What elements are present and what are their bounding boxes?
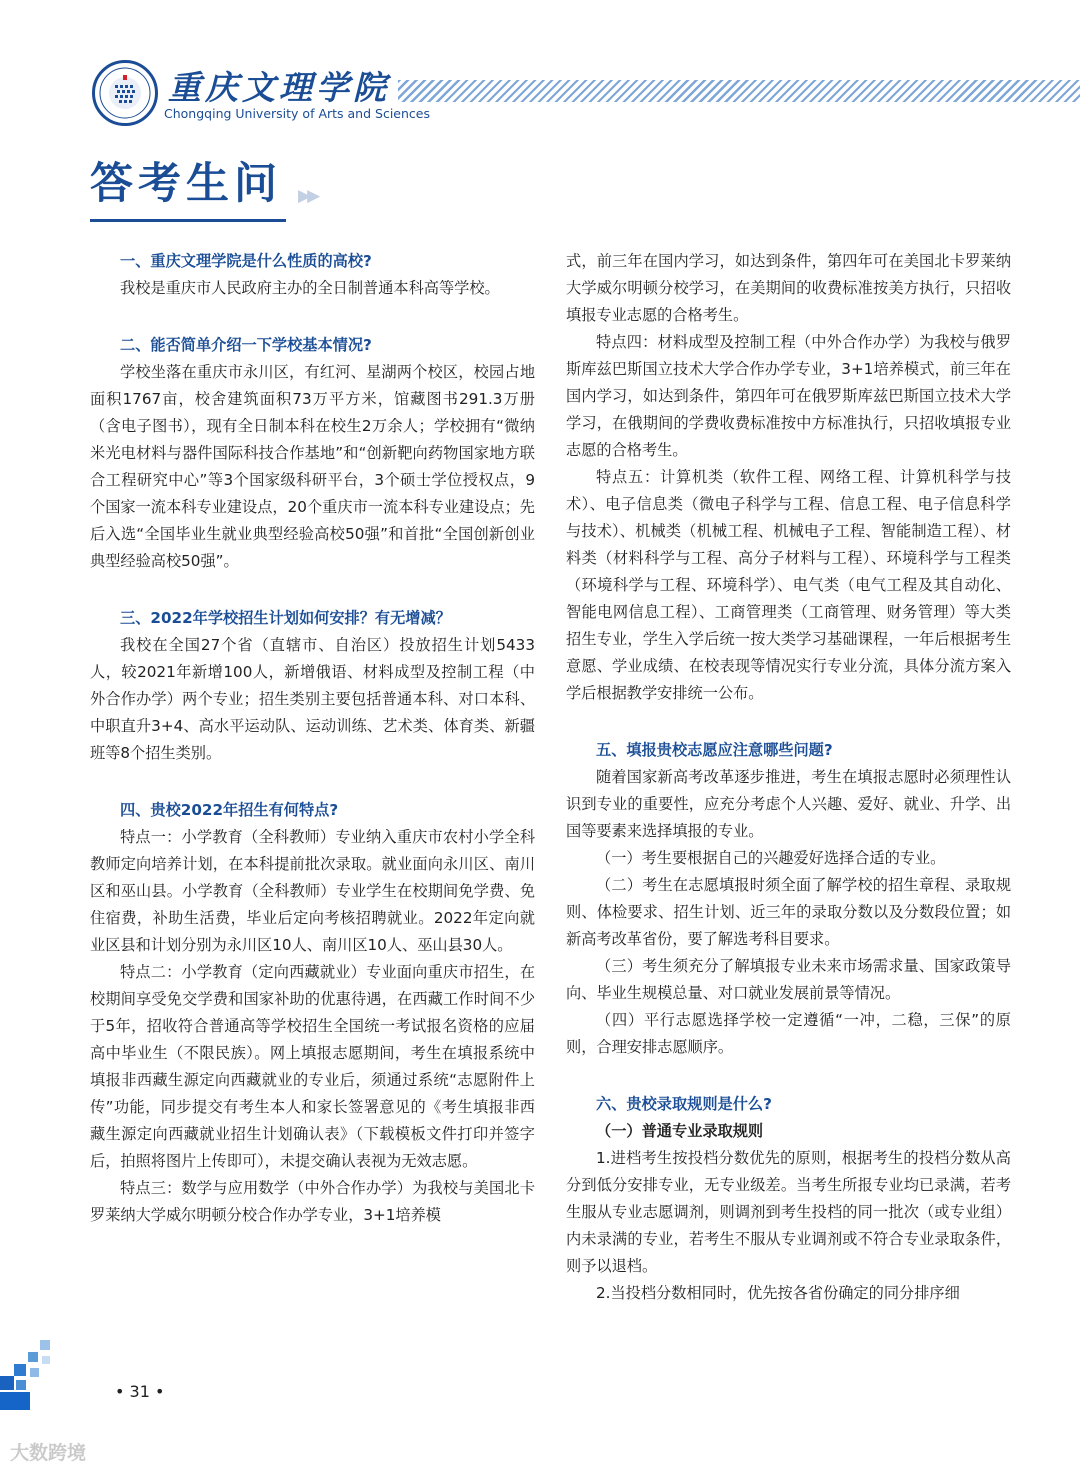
school-name-english: Chongqing University of Arts and Sciences xyxy=(164,106,430,121)
page-title: 答考生问 xyxy=(90,159,282,209)
sub-heading: （一）普通专业录取规则 xyxy=(596,1122,764,1140)
answer-paragraph: 2.当投档分数相同时，优先按各省份确定的同分排序细 xyxy=(596,1284,960,1302)
watermark: 大数跨境 xyxy=(10,1442,87,1464)
answer-paragraph: 特点三：数学与应用数学（中外合作办学）为我校与美国北卡罗莱纳大学威尔明顿分校合作办学专业，3+1培养模 xyxy=(90,1179,535,1224)
answer-paragraph: 1.进档考生按投档分数优先的原则，根据考生的投档分数从高分到低分安排专业，无专业级差。当考生所报专业均已录满，若考生服从专业志愿调剂，则调剂到考生投档的同一批次（或专业组）内未录满的专业，若考生不服从专业调剂或不符合专业录取条件，则予以退档。 xyxy=(566,1149,1011,1275)
answer-paragraph: 特点五：计算机类（软件工程、网络工程、计算机科学与技术）、电子信息类（微电子科学与工程、信息工程、电子信息科学与技术）、机械类（机械工程、机械电子工程、智能制造工程）、材料类（材料科学与工程、高分子材料与工程）、环境科学与工程类（环境科学与工程、环境科学）、电气类（电气工程及其自动化、智能电网信息工程）、工商管理类（工商管理、财务管理）等大类招生专业，学生入学后统一按大类学习基础课程，一年后根据考生意愿、学业成绩、在校表现等情况实行专业分流，具体分流方案入学后根据教学安排统一公布。 xyxy=(566,468,1011,702)
answer-paragraph: 特点一：小学教育（全科教师）专业纳入重庆市农村小学全科教师定向培养计划，在本科提前批次录取。就业面向永川区、南川区和巫山县。小学教育（全科教师）专业学生在校期间免学费、免住宿费，补助生活费，毕业后定向考核招聘就业。2022年定向就业区县和计划分别为永川区10人、南川区10人、巫山县30人。 xyxy=(90,828,535,954)
question-heading: 五、填报贵校志愿应注意哪些问题? xyxy=(596,741,833,759)
answer-item: （四）平行志愿选择学校一定遵循“一冲，二稳，三保”的原则，合理安排志愿顺序。 xyxy=(566,1011,1011,1056)
page-header xyxy=(0,0,1080,150)
corner-squares-decoration xyxy=(0,1340,60,1410)
question-heading: 三、2022年学校招生计划如何安排？有无增减？ xyxy=(120,609,451,627)
answer-item: （二）考生在志愿填报时须全面了解学校的招生章程、录取规则、体检要求、招生计划、近三年的录取分数以及分数段位置；如新高考改革省份，要了解选考科目要求。 xyxy=(566,876,1011,948)
answer-paragraph: 特点四：材料成型及控制工程（中外合作办学）为我校与俄罗斯库兹巴斯国立技术大学合作办学专业，3+1培养模式，前三年在国内学习，如达到条件，第四年可在俄罗斯库兹巴斯国立技术大学学习，在俄期间的学费收费标准按中方标准执行，只招收填报专业志愿的合格考生。 xyxy=(566,333,1011,459)
question-heading: 一、重庆文理学院是什么性质的高校? xyxy=(120,252,372,270)
answer-item: （三）考生须充分了解填报专业未来市场需求量、国家政策导向、毕业生规模总量、对口就业发展前景等情况。 xyxy=(566,957,1011,1002)
right-column xyxy=(566,248,1011,1307)
answer-paragraph: 式，前三年在国内学习，如达到条件，第四年可在美国北卡罗莱纳大学威尔明顿分校学习，在美期间的收费标准按美方执行，只招收填报专业志愿的合格考生。 xyxy=(566,252,1011,324)
question-heading: 四、贵校2022年招生有何特点? xyxy=(120,801,339,819)
page-number: • 31 • xyxy=(115,1382,165,1401)
answer-paragraph: 学校坐落在重庆市永川区，有红河、星湖两个校区，校园占地面积1767亩，校舍建筑面积73万平方米，馆藏图书291.3万册（含电子图书），现有全日制本科在校生2万余人；学校拥有“微纳米光电材料与器件国际科技合作基地”和“创新靶向药物国家地方联合工程研究中心”等3个国家级科研平台，3个硕士学位授权点，9个国家一流本科专业建设点，20个重庆市一流本科专业建设点；先后入选“全国毕业生就业典型经验高校50强”和首批“全国创新创业典型经验高校50强”。 xyxy=(90,363,535,570)
answer-item: （一）考生要根据自己的兴趣爱好选择合适的专业。 xyxy=(596,849,946,867)
answer-paragraph: 我校是重庆市人民政府主办的全日制普通本科高等学校。 xyxy=(120,279,500,297)
left-column xyxy=(90,248,535,1229)
double-arrow-icon: ▶▶ xyxy=(298,186,317,206)
school-seal-icon xyxy=(92,60,158,126)
title-underline xyxy=(90,219,286,222)
answer-paragraph: 特点二：小学教育（定向西藏就业）专业面向重庆市招生，在校期间享受免交学费和国家补助的优惠待遇，在西藏工作时间不少于5年，招收符合普通高等学校招生全国统一考试报名资格的应届高中毕业生（不限民族）。网上填报志愿期间，考生在填报系统中填报非西藏生源定向西藏就业的专业后，须通过系统“志愿附件上传”功能，同步提交有考生本人和家长签署意见的《考生填报非西藏生源定向西藏就业招生计划确认表》（下载模板文件打印并签字后，拍照将图片上传即可），未提交确认表视为无效志愿。 xyxy=(90,963,535,1170)
answer-paragraph: 随着国家新高考改革逐步推进，考生在填报志愿时必须理性认识到专业的重要性，应充分考虑个人兴趣、爱好、就业、升学、出国等要素来选择填报的专业。 xyxy=(566,768,1011,840)
answer-paragraph: 我校在全国27个省（直辖市、自治区）投放招生计划5433人，较2021年新增100人，新增俄语、材料成型及控制工程（中外合作办学）两个专业；招生类别主要包括普通本科、对口本科、中职直升3+4、高水平运动队、运动训练、艺术类、体育类、新疆班等8个招生类别。 xyxy=(90,636,535,762)
question-heading: 六、贵校录取规则是什么? xyxy=(596,1095,772,1113)
question-heading: 二、能否简单介绍一下学校基本情况? xyxy=(120,336,372,354)
school-name-chinese: 重庆文理学院 xyxy=(168,68,390,107)
header-hatch-band xyxy=(398,80,1080,102)
